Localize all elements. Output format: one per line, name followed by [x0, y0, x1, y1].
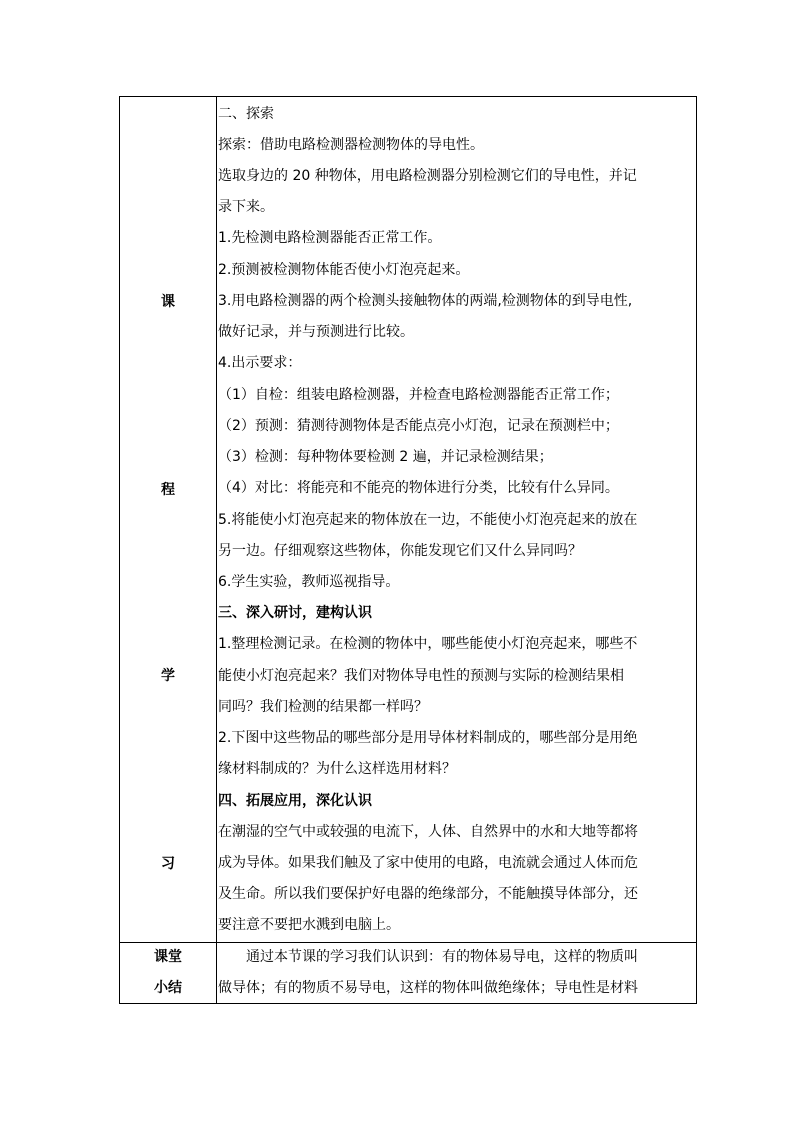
- content-line: 5.将能使小灯泡亮起来的物体放在一边，不能使小灯泡亮起来的放在: [218, 512, 638, 528]
- content-line: （3）检测：每种物体要检测 2 遍，并记录检测结果；: [218, 449, 553, 465]
- column-divider: [216, 97, 217, 1003]
- content-line: 缘材料制成的？为什么这样选用材料？: [218, 761, 456, 777]
- content-line: 2.下图中这些物品的哪些部分是用导体材料制成的，哪些部分是用绝: [218, 730, 638, 746]
- content-line: （2）预测：猜测待测物体是否能点亮小灯泡，记录在预测栏中；: [218, 418, 619, 434]
- content-line: 选取身边的 20 种物体，用电路检测器分别检测它们的导电性，并记: [218, 168, 637, 184]
- content-line: 1.先检测电路检测器能否正常工作。: [218, 230, 442, 246]
- content-line: 2.预测被检测物体能否使小灯泡亮起来。: [218, 262, 470, 278]
- content-line: 同吗？我们检测的结果都一样吗？: [218, 699, 428, 715]
- content-line: 成为导体。如果我们触及了家中使用的电路，电流就会通过人体而危: [218, 855, 638, 871]
- summary-line: 通过本节课的学习我们认识到：有的物体易导电，这样的物质叫: [246, 949, 638, 965]
- lesson-table: [119, 96, 697, 1004]
- content-line: 录下来。: [218, 199, 274, 215]
- content-line: （1）自检：组装电路检测器，并检查电路检测器能否正常工作；: [218, 387, 619, 403]
- content-line: 3.用电路检测器的两个检测头接触物体的两端,检测物体的到导电性,: [218, 293, 633, 309]
- section-heading: 三、深入研讨，建构认识: [218, 605, 372, 621]
- content-line: 在潮湿的空气中或较强的电流下，人体、自然界中的水和大地等都将: [218, 824, 638, 840]
- content-line: 另一边。仔细观察这些物体，你能发现它们又什么异同吗？: [218, 543, 582, 559]
- summary-line: 做导体；有的物质不易导电，这样的物体叫做绝缘体；导电性是材料: [218, 980, 638, 996]
- label-char-cheng: 程: [161, 482, 175, 498]
- content-line: 探索：借助电路检测器检测物体的导电性。: [218, 137, 484, 153]
- summary-label-line2: 小结: [154, 980, 182, 996]
- content-line: 1.整理检测记录。在检测的物体中，哪些能使小灯泡亮起来，哪些不: [218, 636, 638, 652]
- content-line: 二、探索: [218, 106, 274, 122]
- summary-label-line1: 课堂: [154, 949, 182, 965]
- content-line: 做好记录，并与预测进行比较。: [218, 324, 414, 340]
- content-line: 4.出示要求：: [218, 355, 302, 371]
- label-char-ke: 课: [161, 294, 175, 310]
- content-line: 要注意不要把水溅到电脑上。: [218, 917, 400, 933]
- section-heading: 四、拓展应用，深化认识: [218, 793, 372, 809]
- content-line: 及生命。所以我们要保护好电器的绝缘部分，不能触摸导体部分，还: [218, 886, 638, 902]
- row-divider: [120, 942, 696, 943]
- content-line: 能使小灯泡亮起来？我们对物体导电性的预测与实际的检测结果相: [218, 668, 624, 684]
- content-line: 6.学生实验，教师巡视指导。: [218, 574, 400, 590]
- content-line: （4）对比：将能亮和不能亮的物体进行分类，比较有什么异同。: [218, 480, 619, 496]
- label-char-xue: 学: [161, 668, 175, 684]
- label-char-xi: 习: [161, 856, 175, 872]
